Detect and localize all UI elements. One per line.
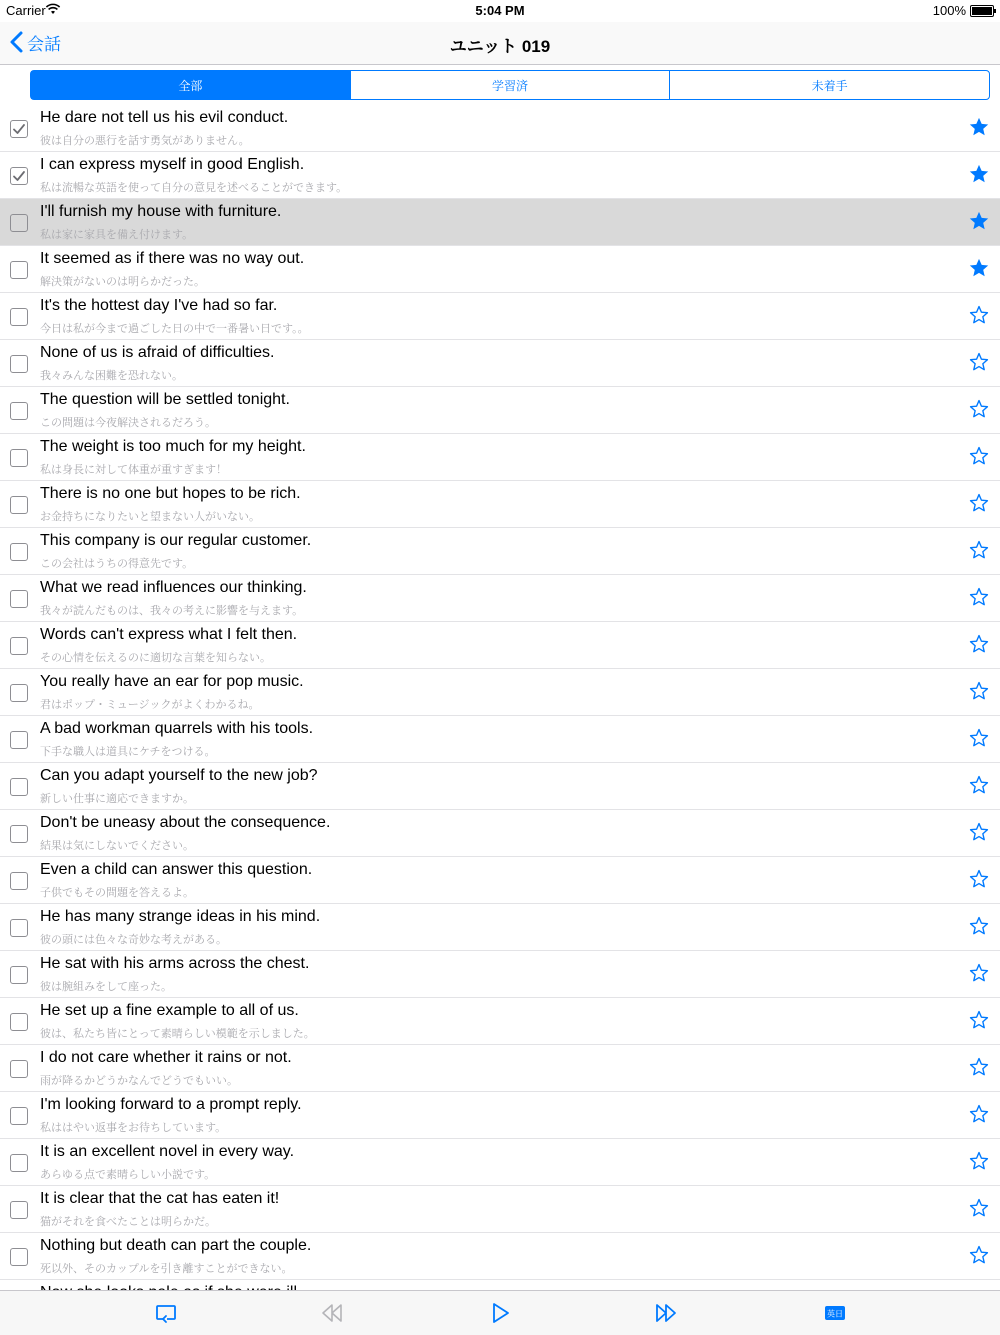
japanese-translation: 彼は、私たち皆にとって素晴らしい模範を示しました。 [40, 1028, 315, 1040]
english-sentence: Can you adapt yourself to the new job? [40, 767, 318, 784]
english-sentence: Nothing but death can part the couple. [40, 1237, 312, 1254]
english-sentence: It is clear that the cat has eaten it! [40, 1190, 280, 1207]
japanese-translation: あらゆる点で素晴らしい小説です。 [40, 1169, 216, 1181]
english-sentence: None of us is afraid of difficulties. [40, 344, 275, 361]
star-outline-icon[interactable] [968, 1056, 990, 1078]
english-sentence: I can express myself in good English. [40, 156, 305, 173]
japanese-translation: 我々みんな困難を恐れない。 [40, 370, 183, 382]
star-outline-icon[interactable] [968, 1009, 990, 1031]
sentence-row[interactable] [0, 763, 1000, 810]
sentence-row[interactable] [0, 246, 1000, 293]
english-sentence: I'm looking forward to a prompt reply. [40, 1096, 302, 1113]
battery-icon [970, 5, 994, 17]
english-sentence: He set up a fine example to all of us. [40, 1002, 299, 1019]
english-sentence: This company is our regular customer. [40, 532, 312, 549]
star-outline-icon[interactable] [968, 539, 990, 561]
clock-label: 5:04 PM [475, 3, 525, 18]
english-sentence: He has many strange ideas in his mind. [40, 908, 321, 925]
language-toggle-icon[interactable] [823, 1301, 847, 1325]
learned-checkbox[interactable] [10, 120, 28, 138]
japanese-translation: この問題は今夜解決されるだろう。 [40, 417, 216, 429]
segment-all[interactable]: 全部 [31, 71, 350, 99]
english-sentence: I do not care whether it rains or not. [40, 1049, 292, 1066]
learned-checkbox[interactable] [10, 919, 28, 937]
japanese-translation: 私は身長に対して体重が重すぎます！ [40, 464, 227, 476]
learned-checkbox[interactable] [10, 308, 28, 326]
star-filled-icon[interactable] [968, 116, 990, 138]
english-sentence: The question will be settled tonight. [40, 391, 290, 408]
english-sentence: I'll furnish my house with furniture. [40, 203, 282, 220]
english-sentence: Don't be uneasy about the consequence. [40, 814, 331, 831]
sentence-row[interactable] [0, 199, 1000, 246]
star-filled-icon[interactable] [968, 257, 990, 279]
sentence-row[interactable] [0, 669, 1000, 716]
japanese-translation: 我々が読んだものは、我々の考えに影響を与えます。 [40, 605, 304, 617]
learned-checkbox[interactable] [10, 1060, 28, 1078]
sentence-row[interactable] [0, 716, 1000, 763]
learned-checkbox[interactable] [10, 590, 28, 608]
sentence-row[interactable] [0, 1092, 1000, 1139]
navigation-bar [0, 22, 1000, 65]
star-outline-icon[interactable] [968, 868, 990, 890]
star-outline-icon[interactable] [968, 774, 990, 796]
star-outline-icon[interactable] [968, 727, 990, 749]
english-sentence: What we read influences our thinking. [40, 579, 307, 596]
japanese-translation: 彼の頭には色々な奇妙な考えがある。 [40, 934, 227, 946]
learned-checkbox[interactable] [10, 543, 28, 561]
play-icon[interactable] [488, 1301, 512, 1325]
english-sentence: He dare not tell us his evil conduct. [40, 109, 289, 126]
checkmark-icon [12, 122, 26, 136]
sentence-row[interactable] [0, 810, 1000, 857]
sentence-row[interactable] [0, 575, 1000, 622]
star-outline-icon[interactable] [968, 1103, 990, 1125]
japanese-translation: 君はポップ・ミュージックがよくわかるね。 [40, 699, 260, 711]
battery-percent: 100% [932, 3, 966, 18]
sentence-row[interactable] [0, 857, 1000, 904]
japanese-translation: 彼は自分の悪行を話す勇気がありません。 [40, 135, 250, 147]
japanese-translation: 結果は気にしないでください。 [40, 840, 194, 852]
learned-checkbox[interactable] [10, 684, 28, 702]
segment-not-started[interactable]: 未着手 [669, 71, 989, 99]
learned-checkbox[interactable] [10, 825, 28, 843]
learned-checkbox[interactable] [10, 966, 28, 984]
page-title: ユニット 019 [449, 37, 551, 56]
sentence-row[interactable] [0, 1233, 1000, 1280]
english-sentence: You really have an ear for pop music. [40, 673, 304, 690]
star-outline-icon[interactable] [968, 962, 990, 984]
sentence-list[interactable] [0, 105, 1000, 1290]
learned-checkbox[interactable] [10, 167, 28, 185]
learned-checkbox[interactable] [10, 1201, 28, 1219]
back-button-label: 会話 [27, 34, 61, 54]
segment-learned[interactable]: 学習済 [350, 71, 670, 99]
filter-segmented-control [30, 70, 990, 100]
english-sentence: The weight is too much for my height. [40, 438, 306, 455]
star-outline-icon[interactable] [968, 1150, 990, 1172]
star-outline-icon[interactable] [968, 1197, 990, 1219]
sentence-row[interactable] [0, 904, 1000, 951]
learned-checkbox[interactable] [10, 1248, 28, 1266]
sentence-row[interactable] [0, 387, 1000, 434]
sentence-row[interactable] [0, 105, 1000, 152]
learned-checkbox[interactable] [10, 1107, 28, 1125]
star-outline-icon[interactable] [968, 633, 990, 655]
star-outline-icon[interactable] [968, 351, 990, 373]
learned-checkbox[interactable] [10, 261, 28, 279]
japanese-translation: 私ははやい返事をお待ちしています。 [40, 1122, 227, 1134]
star-outline-icon[interactable] [968, 492, 990, 514]
japanese-translation: 私は流暢な英語を使って自分の意見を述べることができます。 [40, 182, 348, 194]
sentence-row[interactable] [0, 1186, 1000, 1233]
sentence-row[interactable] [0, 434, 1000, 481]
japanese-translation: 彼は腕組みをして座った。 [40, 981, 172, 993]
sentence-row[interactable] [0, 998, 1000, 1045]
japanese-translation: お金持ちになりたいと望まない人がいない。 [40, 511, 260, 523]
english-sentence: It is an excellent novel in every way. [40, 1143, 295, 1160]
japanese-translation: 雨が降るかどうかなんでどうでもいい。 [40, 1075, 238, 1087]
sentence-row[interactable] [0, 1139, 1000, 1186]
star-outline-icon[interactable] [968, 915, 990, 937]
learned-checkbox[interactable] [10, 214, 28, 232]
japanese-translation: その心情を伝えるのに適切な言葉を知らない。 [40, 652, 271, 664]
star-outline-icon[interactable] [968, 680, 990, 702]
star-outline-icon[interactable] [968, 304, 990, 326]
learned-checkbox[interactable] [10, 872, 28, 890]
japanese-translation: 猫がそれを食べたことは明らかだ。 [40, 1216, 216, 1228]
language-badge-text: 英日 [827, 1309, 843, 1319]
sentence-row[interactable] [0, 528, 1000, 575]
carrier-label: Carrier [6, 3, 46, 18]
english-sentence: He sat with his arms across the chest. [40, 955, 310, 972]
star-outline-icon[interactable] [968, 586, 990, 608]
star-outline-icon[interactable] [968, 445, 990, 467]
learned-checkbox[interactable] [10, 637, 28, 655]
japanese-translation: この会社はうちの得意先です。 [40, 558, 194, 570]
japanese-translation: 私は家に家具を備え付けます。 [40, 229, 194, 241]
rewind-icon[interactable] [320, 1301, 344, 1325]
star-outline-icon[interactable] [968, 398, 990, 420]
english-sentence: Words can't express what I felt then. [40, 626, 298, 643]
star-filled-icon[interactable] [968, 163, 990, 185]
japanese-translation: 新しい仕事に適応できますか。 [40, 793, 194, 805]
english-sentence: It seemed as if there was no way out. [40, 250, 305, 267]
learned-checkbox[interactable] [10, 449, 28, 467]
english-sentence: It's the hottest day I've had so far. [40, 297, 278, 314]
learned-checkbox[interactable] [10, 496, 28, 514]
bottom-toolbar [0, 1290, 1000, 1335]
sentence-row[interactable] [0, 152, 1000, 199]
sentence-row[interactable] [0, 622, 1000, 669]
star-outline-icon[interactable] [968, 1244, 990, 1266]
fast-forward-icon[interactable] [654, 1301, 678, 1325]
learned-checkbox[interactable] [10, 731, 28, 749]
checkmark-icon [12, 169, 26, 183]
star-outline-icon[interactable] [968, 821, 990, 843]
sentence-row[interactable] [0, 951, 1000, 998]
sentence-row[interactable] [0, 1045, 1000, 1092]
english-sentence: A bad workman quarrels with his tools. [40, 720, 314, 737]
learned-checkbox[interactable] [10, 402, 28, 420]
learned-checkbox[interactable] [10, 778, 28, 796]
japanese-translation: 死以外、そのカップルを引き離すことができない。 [40, 1263, 293, 1275]
japanese-translation: 子供でもその問題を答えるよ。 [40, 887, 194, 899]
sentence-row[interactable] [0, 340, 1000, 387]
learned-checkbox[interactable] [10, 355, 28, 373]
learned-checkbox[interactable] [10, 1013, 28, 1031]
status-bar [0, 0, 1000, 22]
repeat-icon[interactable] [154, 1301, 178, 1325]
english-sentence: There is no one but hopes to be rich. [40, 485, 301, 502]
japanese-translation: 下手な職人は道具にケチをつける。 [40, 746, 216, 758]
english-sentence: Even a child can answer this question. [40, 861, 313, 878]
sentence-row[interactable] [0, 293, 1000, 340]
japanese-translation: 解決策がないのは明らかだった。 [40, 276, 205, 288]
sentence-row[interactable] [0, 481, 1000, 528]
star-filled-icon[interactable] [968, 210, 990, 232]
learned-checkbox[interactable] [10, 1154, 28, 1172]
japanese-translation: 今日は私が今まで過ごした日の中で一番暑い日です。。 [40, 323, 309, 335]
